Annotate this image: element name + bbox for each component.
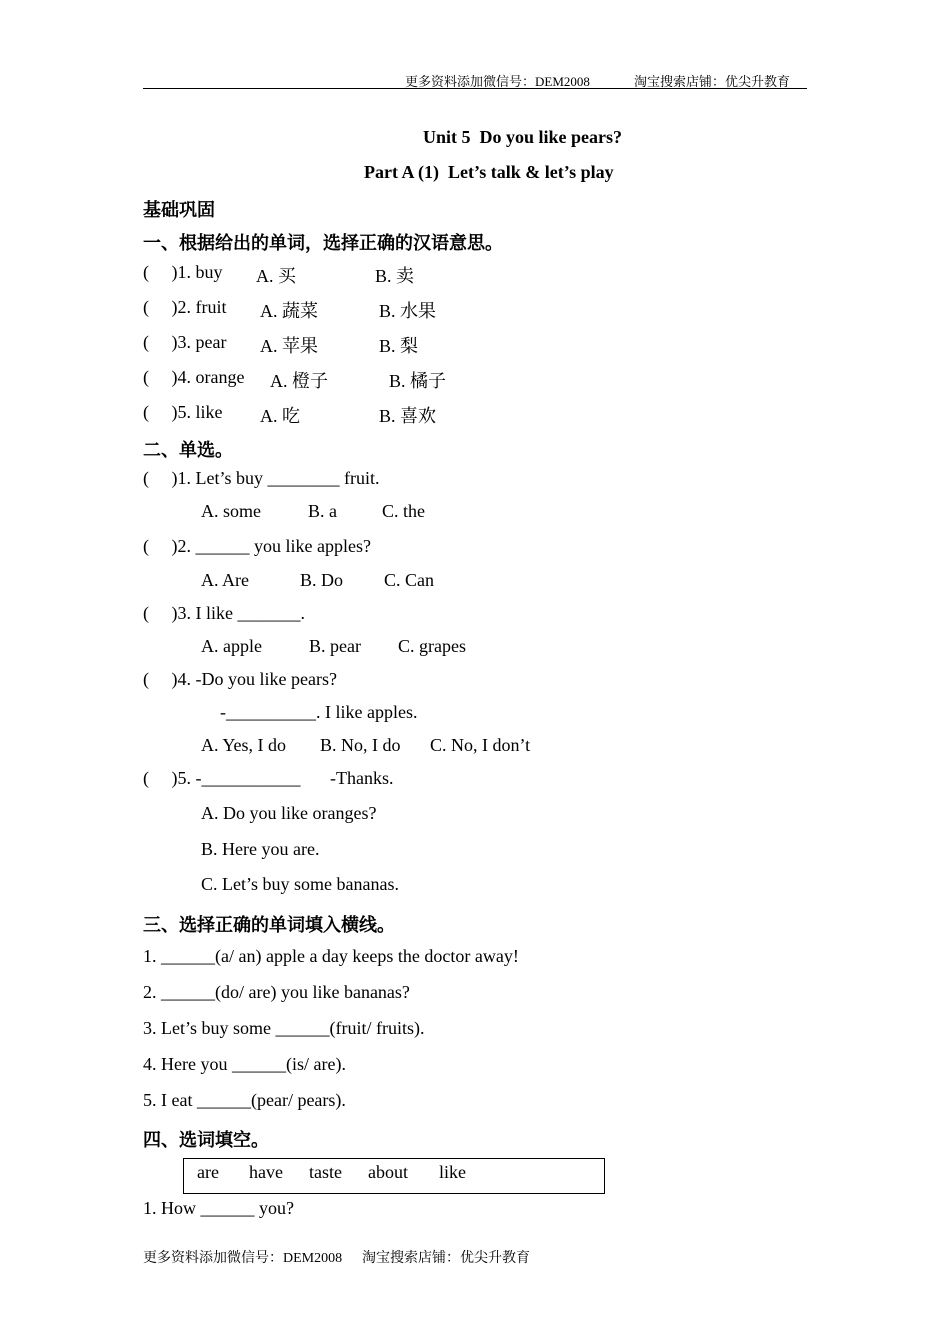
s2-q4-option-b: B. No, I do: [320, 735, 401, 755]
section-basic: 基础巩固: [143, 200, 215, 220]
s1-q1-option-b: B. 卖: [375, 266, 415, 286]
s2-q4-stem: ( )4. -Do you like pears?: [143, 669, 337, 689]
header-wechat: 更多资料添加微信号：DEM2008: [405, 74, 590, 89]
s1-q3-stem: ( )3. pear: [143, 332, 227, 352]
s1-q3-option-a: A. 苹果: [260, 336, 318, 356]
s2-q1-stem: ( )1. Let’s buy ________ fruit.: [143, 468, 380, 488]
s2-q1-option-c: C. the: [382, 501, 425, 521]
s1-q1-stem: ( )1. buy: [143, 262, 223, 282]
s1-q4-stem: ( )4. orange: [143, 367, 245, 387]
s2-q5-stem: ( )5. -___________: [143, 768, 301, 788]
s4-item-1: 1. How ______ you?: [143, 1198, 294, 1218]
section3-heading: 三、选择正确的单词填入横线。: [143, 915, 395, 935]
s1-q1-option-a: A. 买: [256, 266, 296, 286]
s2-q3-stem: ( )3. I like _______.: [143, 603, 305, 623]
header-shop: 淘宝搜索店铺：优尖升教育: [634, 74, 791, 89]
footer-shop: 淘宝搜索店铺：优尖升教育: [362, 1251, 530, 1266]
s3-item-3: 3. Let’s buy some ______(fruit/ fruits).: [143, 1018, 425, 1038]
s2-q1-option-b: B. a: [308, 501, 337, 521]
s2-q2-stem: ( )2. ______ you like apples?: [143, 536, 371, 556]
s1-q2-option-b: B. 水果: [379, 301, 437, 321]
s2-q2-option-b: B. Do: [300, 570, 344, 590]
section2-heading: 二、单选。: [143, 440, 233, 460]
s2-q3-option-b: B. pear: [309, 636, 361, 656]
s2-q1-option-a: A. some: [201, 501, 261, 521]
part-title: Part A (1) Let’s talk & let’s play: [364, 162, 614, 182]
s1-q5-stem: ( )5. like: [143, 402, 223, 422]
section1-heading: 一、根据给出的单词，选择正确的汉语意思。: [143, 233, 503, 253]
s2-q4-option-c: C. No, I don’t: [430, 735, 531, 755]
s1-q4-option-b: B. 橘子: [389, 371, 447, 391]
s3-item-2: 2. ______(do/ are) you like bananas?: [143, 982, 410, 1002]
word-bank-word: are: [197, 1162, 219, 1182]
s2-q4-option-a: A. Yes, I do: [201, 735, 287, 755]
s2-q5-option-a: A. Do you like oranges?: [201, 803, 377, 823]
footer-wechat: 更多资料添加微信号：DEM2008: [143, 1251, 343, 1266]
s2-q2-option-c: C. Can: [384, 570, 435, 590]
section4-heading: 四、选词填空。: [143, 1130, 269, 1150]
word-bank-word: taste: [309, 1162, 342, 1182]
s1-q2-option-a: A. 蔬菜: [260, 301, 318, 321]
s3-item-4: 4. Here you ______(is/ are).: [143, 1054, 346, 1074]
s1-q5-option-b: B. 喜欢: [379, 406, 437, 426]
word-bank-word: like: [439, 1162, 466, 1182]
s1-q2-stem: ( )2. fruit: [143, 297, 227, 317]
s2-q2-option-a: A. Are: [201, 570, 249, 590]
s2-q3-option-a: A. apple: [201, 636, 262, 656]
s3-item-1: 1. ______(a/ an) apple a day keeps the doctor away!: [143, 946, 519, 966]
unit-title: Unit 5 Do you like pears?: [423, 127, 623, 147]
s2-q4-reply: -__________. I like apples.: [220, 702, 418, 722]
header-divider: [143, 88, 807, 89]
word-bank-word: about: [368, 1162, 408, 1182]
s1-q3-option-b: B. 梨: [379, 336, 419, 356]
s1-q4-option-a: A. 橙子: [270, 371, 328, 391]
word-bank-word: have: [249, 1162, 283, 1182]
s2-q5-option-b: B. Here you are.: [201, 839, 320, 859]
s3-item-5: 5. I eat ______(pear/ pears).: [143, 1090, 346, 1110]
s2-q5-reply: -Thanks.: [330, 768, 394, 788]
s2-q5-option-c: C. Let’s buy some bananas.: [201, 874, 399, 894]
s1-q5-option-a: A. 吃: [260, 406, 300, 426]
s2-q3-option-c: C. grapes: [398, 636, 466, 656]
